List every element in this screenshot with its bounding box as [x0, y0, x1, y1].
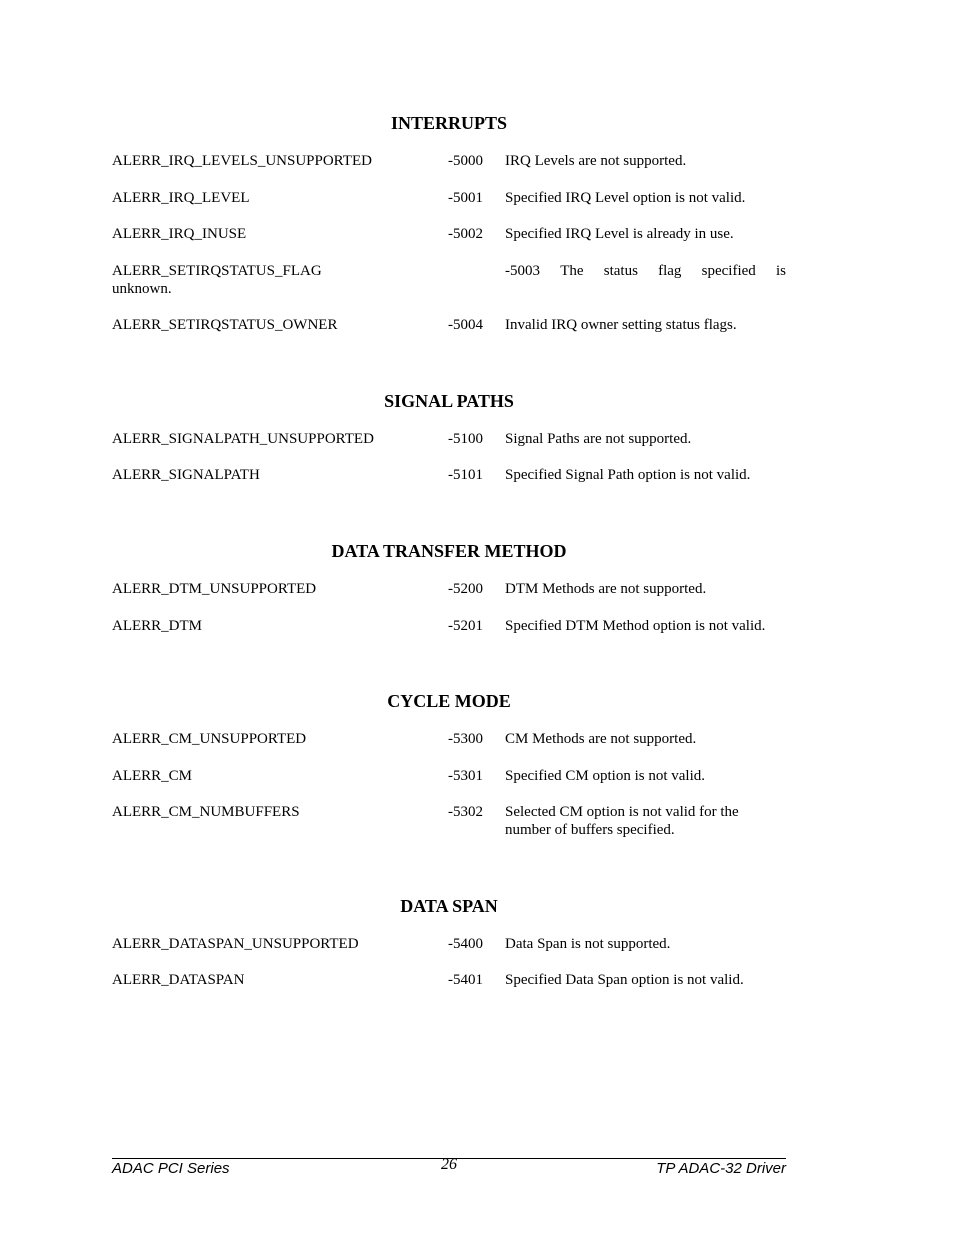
error-description: Selected CM option is not valid for the number of buffers specified.: [505, 804, 739, 838]
error-name: ALERR_SETIRQSTATUS_FLAG: [112, 263, 322, 279]
error-name: ALERR_IRQ_INUSE: [112, 226, 247, 242]
error-name: ALERR_SETIRQSTATUS_OWNER: [112, 317, 338, 333]
error-description: Specified IRQ Level option is not valid.: [505, 190, 746, 206]
error-name: ALERR_DATASPAN: [112, 972, 245, 988]
section-heading-signal-paths: SIGNAL PATHS: [384, 391, 514, 411]
error-code: -5300: [448, 731, 483, 747]
error-row: [112, 262, 786, 298]
error-name: ALERR_DTM_UNSUPPORTED: [112, 581, 317, 597]
error-row: [112, 803, 786, 839]
error-description: DTM Methods are not supported.: [505, 581, 707, 597]
error-code: -5001: [448, 190, 483, 206]
error-code: -5401: [448, 972, 483, 988]
error-description: Specified CM option is not valid.: [505, 768, 705, 784]
error-name: ALERR_CM_UNSUPPORTED: [112, 731, 307, 747]
footer-product: TP ADAC-32 Driver: [656, 1160, 786, 1177]
error-description: Specified IRQ Level is already in use.: [505, 226, 734, 242]
error-code: -5101: [448, 467, 483, 483]
error-description: Specified Data Span option is not valid.: [505, 972, 744, 988]
error-description-continuation: unknown.: [112, 281, 172, 297]
page-number: 26: [441, 1156, 457, 1173]
error-code: -5201: [448, 618, 483, 634]
error-name: ALERR_SIGNALPATH: [112, 467, 260, 483]
error-description: Data Span is not supported.: [505, 936, 671, 952]
error-name: ALERR_DTM: [112, 618, 202, 634]
desc-word: is: [775, 263, 786, 279]
error-name: ALERR_CM: [112, 768, 193, 784]
error-name: ALERR_IRQ_LEVELS_UNSUPPORTED: [112, 153, 372, 169]
error-code: -5301: [448, 768, 483, 784]
error-code: -5000: [448, 153, 483, 169]
justified-line: [505, 262, 786, 280]
error-description: CM Methods are not supported.: [505, 731, 697, 747]
desc-word: flag: [658, 263, 682, 279]
section-heading-data-span: DATA SPAN: [400, 896, 498, 916]
footer-series: ADAC PCI Series: [112, 1160, 230, 1177]
desc-word: status: [603, 263, 638, 279]
section-heading-interrupts: INTERRUPTS: [390, 113, 508, 133]
error-code: -5100: [448, 431, 483, 447]
error-description: Signal Paths are not supported.: [505, 431, 692, 447]
error-code: -5302: [448, 804, 483, 820]
error-name: ALERR_SIGNALPATH_UNSUPPORTED: [112, 431, 374, 447]
error-description: Specified DTM Method option is not valid.: [505, 618, 766, 634]
section-heading-data-transfer-method: DATA TRANSFER METHOD: [331, 541, 567, 561]
error-description: Invalid IRQ owner setting status flags.: [505, 317, 737, 333]
error-description: Specified Signal Path option is not valid.: [505, 467, 751, 483]
error-code: -5003: [505, 263, 540, 279]
error-name: ALERR_CM_NUMBUFFERS: [112, 804, 300, 820]
desc-word: specified: [701, 263, 756, 279]
error-code: -5002: [448, 226, 483, 242]
error-description: IRQ Levels are not supported.: [505, 153, 687, 169]
error-name: ALERR_IRQ_LEVEL: [112, 190, 250, 206]
error-code: -5004: [448, 317, 483, 333]
section-heading-cycle-mode: CYCLE MODE: [387, 691, 511, 711]
error-code: -5400: [448, 936, 483, 952]
desc-word: The: [560, 263, 584, 279]
page-footer: [112, 1158, 786, 1181]
error-name: ALERR_DATASPAN_UNSUPPORTED: [112, 936, 359, 952]
error-code: -5200: [448, 581, 483, 597]
